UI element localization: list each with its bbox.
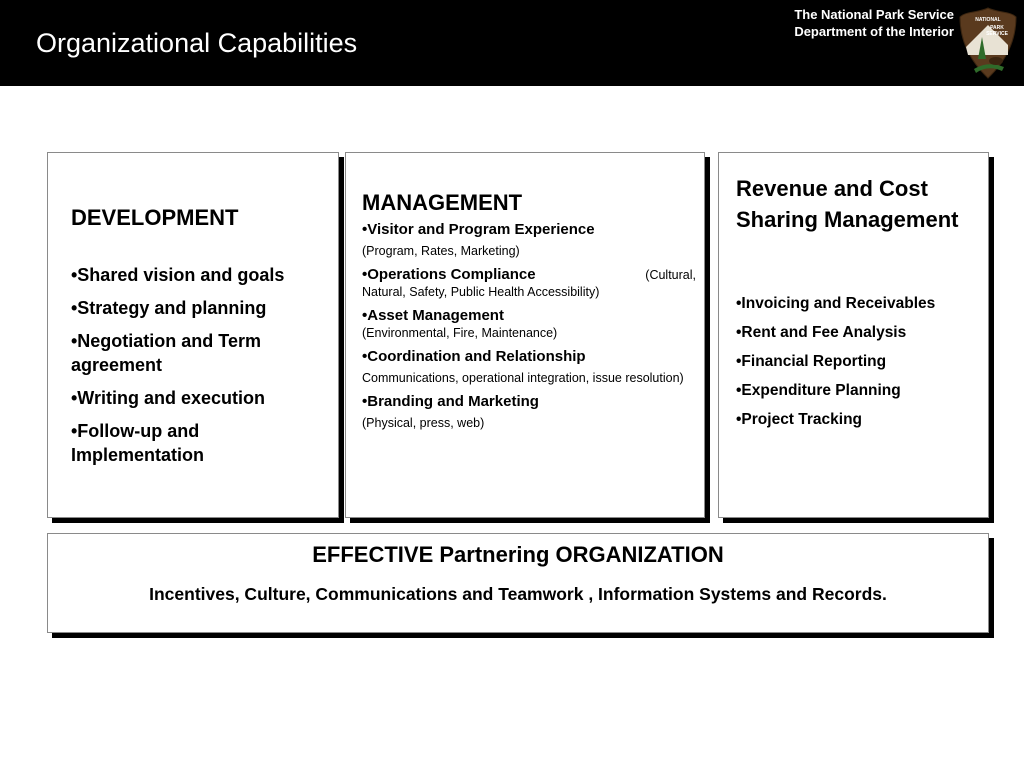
- list-item: [362, 347, 702, 386]
- list-item: •Expenditure Planning: [736, 382, 901, 399]
- item-title: •Asset Management: [362, 307, 504, 324]
- list-item: •Financial Reporting: [736, 353, 887, 370]
- item-title: •Branding and Marketing: [362, 393, 539, 410]
- item-title: •Visitor and Program Experience: [362, 221, 595, 238]
- list-item: •Negotiation and Term agreement: [71, 331, 261, 375]
- item-detail: (Program, Rates, Marketing): [362, 244, 520, 258]
- list-item: [362, 265, 702, 300]
- nps-arrowhead-logo: [958, 7, 1018, 79]
- list-item: •Invoicing and Receivables: [736, 295, 936, 312]
- management-heading: MANAGEMENT: [362, 190, 523, 215]
- slide-title: Organizational Capabilities: [36, 28, 358, 58]
- logo-text-1: NATIONAL: [975, 17, 1001, 23]
- organization-panel: [47, 533, 989, 633]
- item-title: •Operations Compliance: [362, 266, 536, 283]
- header-bar: [0, 0, 1024, 86]
- list-item: •Follow-up and Implementation: [71, 421, 205, 465]
- development-panel: [47, 152, 339, 518]
- list-item: •Strategy and planning: [71, 298, 267, 318]
- agency-line-1: The National Park Service: [794, 7, 954, 22]
- revenue-list: [736, 293, 986, 438]
- organization-subtext: Incentives, Culture, Communications and Teamwork , Information Systems and Records.: [149, 584, 887, 604]
- revenue-heading: Revenue and Cost Sharing Management: [736, 176, 959, 232]
- item-detail: (Physical, press, web): [362, 416, 485, 430]
- organization-heading: EFFECTIVE Partnering ORGANIZATION: [312, 542, 724, 567]
- development-list: [71, 263, 333, 476]
- logo-text-2: PARK: [990, 25, 1004, 31]
- agency-line-2: Department of the Interior: [794, 24, 954, 39]
- list-item: •Writing and execution: [71, 388, 265, 408]
- item-detail: (Environmental, Fire, Maintenance): [362, 326, 558, 340]
- list-item: [362, 392, 702, 431]
- list-item: •Project Tracking: [736, 411, 863, 428]
- item-detail: Natural, Safety, Public Health Accessibility): [362, 285, 600, 299]
- agency-name: [794, 6, 954, 40]
- list-item: •Rent and Fee Analysis: [736, 324, 907, 341]
- item-detail: Communications, operational integration, issue resolution): [362, 371, 684, 385]
- management-panel: [345, 152, 705, 518]
- list-item: [362, 306, 702, 341]
- development-heading: DEVELOPMENT: [71, 205, 239, 230]
- item-title: •Coordination and Relationship: [362, 348, 586, 365]
- item-detail-inline: (Cultural,: [645, 268, 696, 282]
- management-list: [362, 220, 702, 437]
- list-item: •Shared vision and goals: [71, 265, 285, 285]
- revenue-panel: [718, 152, 989, 518]
- logo-text-3: SERVICE: [986, 31, 1008, 37]
- list-item: [362, 220, 702, 259]
